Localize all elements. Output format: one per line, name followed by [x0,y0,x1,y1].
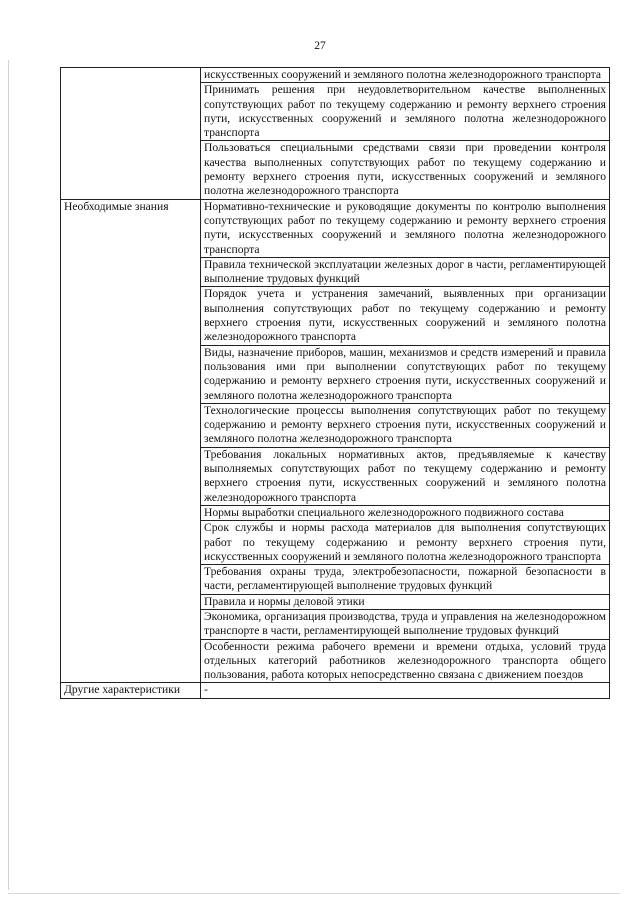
table-row [61,68,610,83]
row-text: Нормативно-технические и руководящие документы по контролю выполнения сопутствующих работ по текущему содержанию и ремонту верхнего строения пути, искусственных сооружений и земляного полотна железнодорожного транспорта [201,199,610,257]
row-text: Технологические процессы выполнения сопутствующих работ по текущему содержанию и ремонту верхнего строения пути, искусственных сооружений и земляного полотна железнодорожного транспорта [201,403,610,447]
requirements-table [60,67,610,699]
row-text: Экономика, организация производства, труда и управления на железнодорожном транспорте в части, регламентирующей выполнение трудовых функций [201,609,610,639]
row-label-required-knowledge: Необходимые знания [61,199,201,683]
row-text: Правила и нормы деловой этики [201,594,610,609]
row-text: - [201,683,610,698]
table-row [61,683,610,698]
row-text: Нормы выработки специального железнодорожного подвижного состава [201,505,610,520]
row-text: Срок службы и нормы расхода материалов для выполнения сопутствующих работ по текущему содержанию и ремонту верхнего строения пути, искусственных сооружений и земляного полотна железнодорожного транспорта [201,521,610,565]
row-text: Пользоваться специальными средствами связи при проведении контроля качества выполненных сопутствующих работ по текущему содержанию и ремонту верхнего строения пути, искусственных сооружений и земляного полотна железнодорожного транспорта [201,141,610,199]
page-number: 27 [314,40,326,52]
row-text: Порядок учета и устранения замечаний, выявленных при организации выполнения сопутствующих работ по текущему содержанию и ремонту верхнего строения пути, искусственных сооружений и земляного полотна железнодорожного транспорта [201,287,610,345]
row-text: Виды, назначение приборов, машин, механизмов и средств измерений и правила пользования ими при выполнении сопутствующих работ по текущему содержанию и ремонту верхнего строения пути, искусственных сооружений и земляного полотна железнодорожного транспорта [201,345,610,403]
row-label-continued [61,68,201,200]
row-text: Принимать решения при неудовлетворительном качестве выполненных сопутствующих работ по текущему содержанию и ремонту верхнего строения пути, искусственных сооружений и земляного полотна железнодорожного транспорта [201,83,610,141]
scan-edge-left [8,60,9,890]
scan-edge-bottom [8,893,620,894]
row-text: Требования локальных нормативных актов, предъявляемые к качеству выполняемых сопутствующих работ по текущему содержанию и ремонту верхнего строения пути, искусственных сооружений и земляного полотна железнодорожного транспорта [201,447,610,505]
row-label-other-characteristics: Другие характеристики [61,683,201,698]
row-text: Требования охраны труда, электробезопасности, пожарной безопасности в части, регламентирующей выполнение трудовых функций [201,565,610,595]
row-text: Правила технической эксплуатации железных дорог в части, регламентирующей выполнение трудовых функций [201,257,610,287]
row-text: Особенности режима рабочего времени и времени отдыха, условий труда отдельных категорий работников железнодорожного транспорта общего пользования, работа которых непосредственно связана с движением поездов [201,639,610,683]
row-text: искусственных сооружений и земляного полотна железнодорожного транспорта [201,68,610,83]
table-row [61,199,610,257]
